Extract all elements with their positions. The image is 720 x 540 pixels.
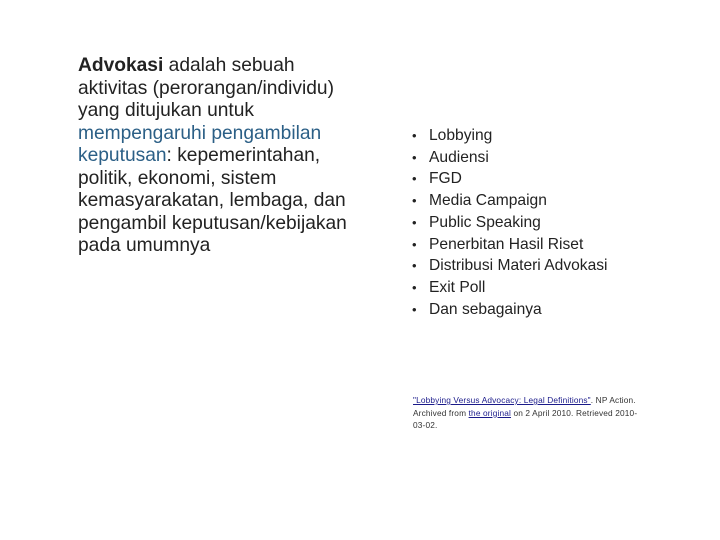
reference-text-1: . NP Action. Archived from [413,395,636,418]
list-item: • Audiensi [412,147,632,169]
advocacy-definition [78,55,363,258]
list-item: • Public Speaking [412,212,632,234]
list-item: • Distribusi Materi Advokasi [412,255,632,277]
list-item: • Dan sebagainya [412,299,632,321]
reference-title-link[interactable]: "Lobbying Versus Advocacy: Legal Definitions" [413,395,591,405]
definition-text-part1: adalah sebuah aktivitas (perorangan/individu) yang ditujukan untuk [78,55,334,121]
list-item: • FGD [412,168,632,190]
reference-original-link[interactable]: the original [468,407,511,418]
definition-linked-phrase: mempengaruhi pengambilan keputusan [78,122,322,166]
list-item: • Lobbying [412,125,632,147]
reference-text-2: on 2 April 2010. Retrieved 2010-03-02. [413,407,638,430]
definition-term: Advokasi [78,55,164,76]
list-item: • Media Campaign [412,190,632,212]
reference-citation [413,394,648,432]
activities-list [412,125,632,320]
definition-text-part2: : kepemerintahan, politik, ekonomi, sistem kemasyarakatan, lembaga, dan pengambil keputusan/kebijakan pada umumnya [78,145,347,256]
list-item: • Penerbitan Hasil Riset [412,234,632,256]
list-item: • Exit Poll [412,277,632,299]
